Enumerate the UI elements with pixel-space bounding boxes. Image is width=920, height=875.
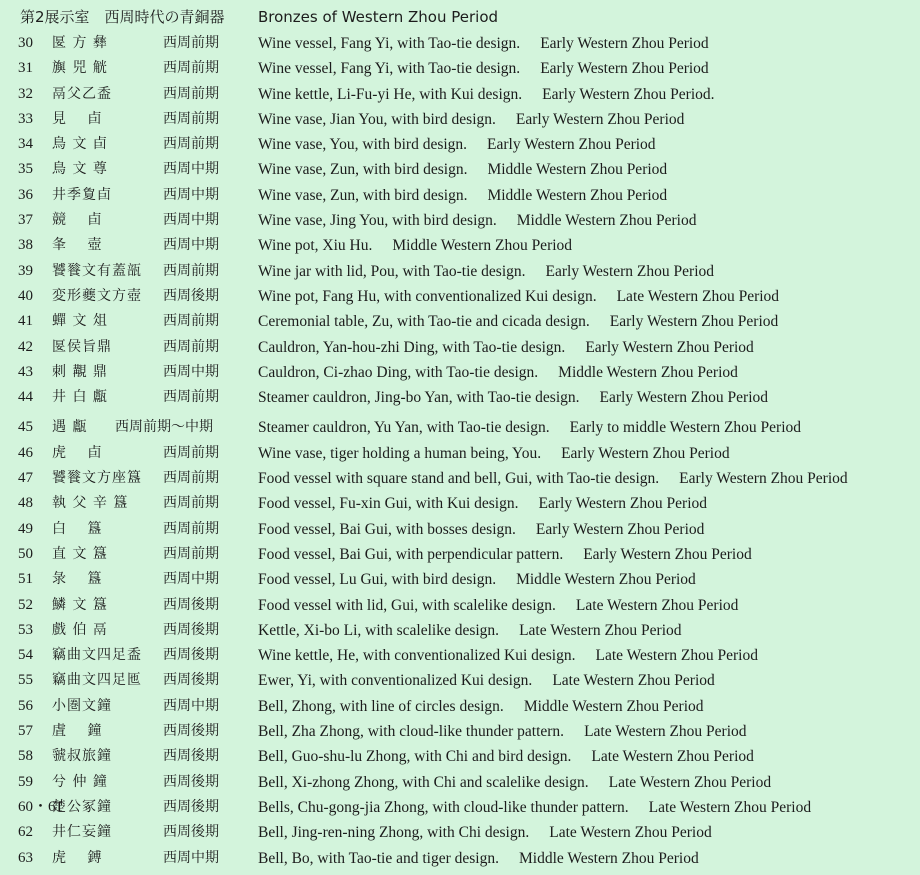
item-period-english: Early Western Zhou Period — [585, 338, 754, 356]
item-description-text: Wine vase, Jian You, with bird design. — [258, 110, 496, 128]
item-description-text: Bell, Zhong, with line of circles design. — [258, 697, 504, 715]
item-description-text: Bells, Chu-gong-jia Zhong, with cloud-like thunder pattern. — [258, 798, 629, 816]
exhibit-row — [0, 183, 920, 208]
exhibit-row — [0, 668, 920, 693]
item-description-text: Food vessel, Bai Gui, with bosses design. — [258, 520, 516, 538]
item-description-english — [258, 668, 715, 693]
item-name-japanese: 饕餮文方座簋 — [52, 470, 142, 487]
item-period-japanese: 西周後期 — [163, 596, 219, 613]
item-period-japanese: 西周前期 — [163, 495, 219, 512]
item-period-english: Early Western Zhou Period — [609, 313, 779, 331]
item-period-japanese: 西周中期 — [163, 186, 219, 203]
item-period-japanese: 西周中期 — [163, 363, 219, 380]
item-period-japanese: 西周前期 — [163, 136, 219, 153]
item-description-text: Wine pot, Xiu Hu. — [258, 237, 373, 255]
item-period-english: Early Western Zhou Period — [545, 262, 714, 280]
item-number: 57 — [18, 723, 33, 740]
item-description-english — [258, 208, 696, 233]
item-description-text: Wine vessel, Fang Yi, with Tao-tie design. — [258, 35, 521, 52]
item-number: 47 — [18, 470, 33, 487]
item-description-text: Wine jar with lid, Pou, with Tao-tie design. — [258, 262, 526, 280]
item-description-english — [258, 56, 709, 81]
item-period-english: Early Western Zhou Period — [540, 60, 709, 78]
item-description-english — [258, 82, 715, 107]
item-period-japanese: 西周前期 — [163, 389, 219, 406]
item-description-english — [258, 309, 778, 334]
item-name-japanese: 旟 兕 觥 — [52, 60, 108, 77]
exhibit-row — [0, 744, 920, 769]
item-name-japanese: 白 簋 — [52, 520, 103, 537]
item-number: 46 — [18, 444, 33, 461]
item-description-text: Cauldron, Ci-zhao Ding, with Tao-tie design. — [258, 363, 539, 381]
item-description-text: Steamer cauldron, Jing-bo Yan, with Tao-tie design. — [258, 389, 580, 407]
item-number: 42 — [18, 338, 33, 355]
item-number: 32 — [18, 85, 33, 102]
item-name-japanese: 彔 簋 — [52, 571, 103, 588]
item-period-japanese: 西周後期 — [163, 824, 219, 841]
item-period-english: Late Western Zhou Period — [648, 798, 812, 816]
exhibit-row — [0, 157, 920, 182]
item-period-japanese: 西周後期 — [163, 773, 219, 790]
item-name-japanese: 競 卣 — [52, 212, 103, 229]
exhibit-list — [0, 31, 920, 871]
item-description-english — [258, 259, 714, 284]
item-number: 62 — [18, 824, 33, 841]
item-description-text: Wine kettle, He, with conventionalized Kui design. — [258, 647, 576, 665]
item-number: 56 — [18, 697, 33, 714]
item-name-japanese: 直 文 簋 — [52, 545, 108, 562]
exhibit-row — [0, 770, 920, 795]
exhibit-row — [0, 82, 920, 107]
item-number: 41 — [18, 313, 33, 330]
item-description-english — [258, 795, 811, 820]
item-name-japanese: 兮 仲 鐘 — [52, 773, 108, 790]
exhibit-row — [0, 233, 920, 258]
item-number: 44 — [18, 389, 33, 406]
item-period-japanese: 西周前期 — [163, 60, 219, 77]
exhibit-row — [0, 441, 920, 466]
item-description-text: Wine vessel, Fang Yi, with Tao-tie design. — [258, 60, 521, 78]
item-number: 55 — [18, 672, 33, 689]
item-description-english — [258, 542, 752, 567]
exhibit-row — [0, 491, 920, 516]
item-name-japanese: 井季夐卣 — [52, 186, 112, 203]
item-period-japanese: 西周中期 — [163, 212, 219, 229]
item-number: 38 — [18, 237, 33, 254]
item-period-japanese: 西周後期 — [163, 647, 219, 664]
item-period-english: Early Western Zhou Period — [540, 35, 709, 52]
item-period-japanese: 西周前期 — [163, 313, 219, 330]
item-name-japanese: 竊曲文四足匜 — [52, 672, 142, 689]
item-description-english — [258, 744, 754, 769]
item-period-japanese: 西周中期 — [163, 571, 219, 588]
exhibit-row — [0, 360, 920, 385]
header-english-title: Bronzes of Western Zhou Period — [258, 8, 499, 26]
item-number: 54 — [18, 647, 33, 664]
item-name-japanese: 饕餮文有蓋瓿 — [52, 262, 142, 279]
item-description-text: Ceremonial table, Zu, with Tao-tie and cicada design. — [258, 313, 590, 331]
item-description-english — [258, 415, 801, 440]
item-description-text: Food vessel, Fu-xin Gui, with Kui design. — [258, 495, 519, 513]
item-description-text: Food vessel with lid, Gui, with scalelike design. — [258, 596, 556, 614]
item-period-japanese: 西周前期～中期 — [115, 419, 213, 436]
item-description-english — [258, 846, 699, 871]
item-name-japanese: 虢叔旅鐘 — [52, 748, 112, 765]
item-description-english — [258, 107, 684, 132]
item-number: 48 — [18, 495, 33, 512]
item-period-japanese: 西周後期 — [163, 748, 219, 765]
item-description-text: Bell, Bo, with Tao-tie and tiger design. — [258, 849, 499, 867]
item-period-english: Middle Western Zhou Period — [516, 571, 696, 589]
item-period-english: Late Western Zhou Period — [552, 672, 715, 690]
item-description-text: Wine vase, You, with bird design. — [258, 136, 468, 154]
item-period-japanese: 西周前期 — [163, 85, 219, 102]
item-number: 52 — [18, 596, 33, 613]
item-period-japanese: 西周前期 — [163, 35, 219, 51]
item-number: 53 — [18, 621, 33, 638]
exhibit-row — [0, 694, 920, 719]
item-period-english: Middle Western Zhou Period — [523, 697, 704, 715]
item-period-japanese: 西周前期 — [163, 338, 219, 355]
exhibit-row — [0, 567, 920, 592]
exhibit-row — [0, 517, 920, 542]
item-description-english — [258, 385, 768, 410]
item-name-japanese: 虎 卣 — [52, 444, 103, 461]
item-name-japanese: 遇 甗 — [52, 419, 88, 436]
item-period-english: Early Western Zhou Period — [538, 495, 707, 513]
exhibit-row — [0, 259, 920, 284]
item-period-english: Late Western Zhou Period — [519, 621, 682, 639]
exhibit-row — [0, 719, 920, 744]
item-description-text: Bell, Xi-zhong Zhong, with Chi and scalelike design. — [258, 773, 589, 791]
item-period-english: Late Western Zhou Period — [584, 723, 747, 741]
item-name-japanese: 匽侯旨鼎 — [52, 338, 112, 355]
exhibit-row — [0, 415, 920, 440]
item-name-japanese: 井 白 甗 — [52, 389, 108, 406]
item-description-text: Wine vase, Zun, with bird design. — [258, 161, 468, 179]
item-number: 37 — [18, 212, 33, 229]
item-description-text: Steamer cauldron, Yu Yan, with Tao-tie design. — [258, 419, 550, 437]
item-period-japanese: 西周後期 — [163, 723, 219, 740]
item-number: 50 — [18, 545, 33, 562]
item-period-english: Early Western Zhou Period — [515, 110, 685, 128]
item-period-japanese: 西周後期 — [163, 621, 219, 638]
exhibit-row — [0, 593, 920, 618]
item-description-text: Ewer, Yi, with conventionalized Kui design. — [258, 672, 533, 690]
item-period-japanese: 西周中期 — [163, 697, 219, 714]
item-description-text: Wine pot, Fang Hu, with conventionalized Kui design. — [258, 287, 597, 305]
item-description-text: Cauldron, Yan-hou-zhi Ding, with Tao-tie design. — [258, 338, 566, 356]
item-period-english: Early Western Zhou Period — [561, 444, 730, 462]
item-period-english: Early Western Zhou Period — [599, 389, 768, 407]
item-name-japanese: 竊曲文四足盉 — [52, 647, 142, 664]
exhibit-row — [0, 335, 920, 360]
item-name-japanese: 戲 伯 鬲 — [52, 621, 108, 638]
item-period-japanese: 西周前期 — [163, 520, 219, 537]
item-name-japanese: 執 父 辛 簋 — [52, 495, 129, 512]
item-description-english — [258, 132, 656, 157]
item-description-text: Bell, Jing-ren-ning Zhong, with Chi design. — [258, 824, 530, 842]
item-description-text: Bell, Zha Zhong, with cloud-like thunder pattern. — [258, 723, 565, 741]
item-description-english — [258, 643, 758, 668]
exhibit-row — [0, 820, 920, 845]
item-name-japanese: 変形夔文方壺 — [52, 287, 142, 304]
item-number: 51 — [18, 571, 33, 588]
item-period-japanese: 西周中期 — [163, 161, 219, 178]
item-period-japanese: 西周前期 — [163, 444, 219, 461]
item-description-text: Kettle, Xi-bo Li, with scalelike design. — [258, 621, 500, 639]
item-description-text: Food vessel, Bai Gui, with perpendicular pattern. — [258, 545, 564, 563]
item-number: 45 — [18, 419, 33, 436]
item-description-english — [258, 770, 771, 795]
item-name-japanese: 刺 覯 鼎 — [52, 363, 108, 380]
exhibit-row — [0, 56, 920, 81]
item-description-text: Wine vase, Jing You, with bird design. — [258, 212, 497, 230]
item-description-english — [258, 183, 667, 208]
item-period-english: Late Western Zhou Period — [616, 287, 780, 305]
item-period-japanese: 西周前期 — [163, 470, 219, 487]
item-period-english: Late Western Zhou Period — [575, 596, 739, 614]
exhibit-row — [0, 309, 920, 334]
item-period-japanese: 西周後期 — [163, 672, 219, 689]
item-name-japanese: 小圏文鐘 — [52, 697, 112, 714]
item-description-english — [258, 233, 572, 258]
item-period-english: Middle Western Zhou Period — [519, 849, 699, 867]
exhibit-row — [0, 643, 920, 668]
exhibit-row — [0, 107, 920, 132]
item-description-text: Wine kettle, Li-Fu-yi He, with Kui design. — [258, 85, 523, 103]
exhibit-row — [0, 31, 920, 56]
item-name-japanese: 見 卣 — [52, 110, 103, 127]
item-name-japanese: 鱗 文 簋 — [52, 596, 108, 613]
item-number: 34 — [18, 136, 33, 153]
item-period-english: Middle Western Zhou Period — [392, 237, 573, 255]
item-description-english — [258, 441, 730, 466]
item-description-english — [258, 719, 747, 744]
item-description-english — [258, 335, 754, 360]
item-description-text: Food vessel, Lu Gui, with bird design. — [258, 571, 497, 589]
item-period-japanese: 西周中期 — [163, 237, 219, 254]
item-number: 30 — [18, 35, 33, 51]
item-period-english: Middle Western Zhou Period — [487, 186, 668, 204]
item-number: 59 — [18, 773, 33, 790]
item-number: 35 — [18, 161, 33, 178]
exhibit-row — [0, 466, 920, 491]
item-period-english: Late Western Zhou Period — [591, 748, 754, 766]
item-period-english: Early to middle Western Zhou Period — [569, 419, 802, 437]
item-name-japanese: 虘 鐘 — [52, 723, 103, 740]
item-period-japanese: 西周中期 — [163, 849, 219, 866]
item-number: 39 — [18, 262, 33, 279]
item-period-english: Early Western Zhou Period — [535, 520, 705, 538]
item-description-english — [258, 284, 779, 309]
item-period-japanese: 西周前期 — [163, 262, 219, 279]
item-number: 49 — [18, 520, 33, 537]
item-description-english — [258, 694, 704, 719]
item-number: 33 — [18, 110, 33, 127]
exhibit-row — [0, 208, 920, 233]
item-period-english: Late Western Zhou Period — [549, 824, 712, 842]
item-name-japanese: 鳥 文 尊 — [52, 161, 108, 178]
item-description-text: Wine vase, Zun, with bird design. — [258, 186, 468, 204]
item-description-english — [258, 360, 738, 385]
exhibit-row — [0, 284, 920, 309]
item-period-english: Late Western Zhou Period — [608, 773, 772, 791]
item-period-japanese: 西周後期 — [163, 287, 219, 304]
item-period-japanese: 西周後期 — [163, 798, 219, 815]
item-description-english — [258, 491, 707, 516]
item-name-japanese: 楚公冢鐘 — [52, 798, 112, 815]
item-number: 43 — [18, 363, 33, 380]
item-period-english: Early Western Zhou Period — [487, 136, 656, 154]
exhibit-row — [0, 618, 920, 643]
item-number: 60・61 — [18, 798, 64, 815]
item-description-english — [258, 157, 667, 182]
item-name-japanese: 井仁妄鐘 — [52, 824, 112, 841]
item-period-english: Early Western Zhou Period — [583, 545, 752, 563]
item-description-english — [258, 820, 712, 845]
item-number: 63 — [18, 849, 33, 866]
item-name-japanese: 夆 壺 — [52, 237, 103, 254]
item-period-japanese: 西周前期 — [163, 545, 219, 562]
item-name-japanese: 鳥 文 卣 — [52, 136, 108, 153]
item-period-english: Late Western Zhou Period — [595, 647, 758, 665]
item-name-japanese: 匽 方 彝 — [52, 35, 108, 51]
exhibit-row — [0, 795, 920, 820]
exhibit-row — [0, 132, 920, 157]
exhibit-row — [0, 542, 920, 567]
item-period-english: Early Western Zhou Period. — [542, 85, 715, 103]
item-description-english — [258, 517, 704, 542]
item-name-japanese: 虎 鎛 — [52, 849, 103, 866]
item-description-text: Wine vase, tiger holding a human being, You. — [258, 444, 542, 462]
item-period-english: Early Western Zhou Period — [679, 470, 848, 488]
item-period-english: Middle Western Zhou Period — [487, 161, 668, 179]
item-description-english — [258, 618, 682, 643]
item-number: 36 — [18, 186, 33, 203]
item-description-english — [258, 593, 738, 618]
item-description-text: Food vessel with square stand and bell, Gui, with Tao-tie design. — [258, 470, 660, 488]
item-number: 31 — [18, 60, 33, 77]
exhibit-row — [0, 846, 920, 871]
item-period-english: Middle Western Zhou Period — [516, 212, 697, 230]
item-description-text: Bell, Guo-shu-lu Zhong, with Chi and bird design. — [258, 748, 572, 766]
item-description-english — [258, 31, 709, 56]
exhibit-row — [0, 385, 920, 410]
item-period-japanese: 西周前期 — [163, 110, 219, 127]
item-description-english — [258, 466, 848, 491]
item-name-japanese: 鬲父乙盉 — [52, 85, 112, 102]
header-japanese-title: 第2展示室 西周時代の青銅器 — [20, 8, 225, 26]
item-name-japanese: 蟬 文 俎 — [52, 313, 108, 330]
item-description-english — [258, 567, 696, 592]
item-number: 40 — [18, 287, 33, 304]
item-period-english: Middle Western Zhou Period — [558, 363, 738, 381]
item-number: 58 — [18, 748, 33, 765]
